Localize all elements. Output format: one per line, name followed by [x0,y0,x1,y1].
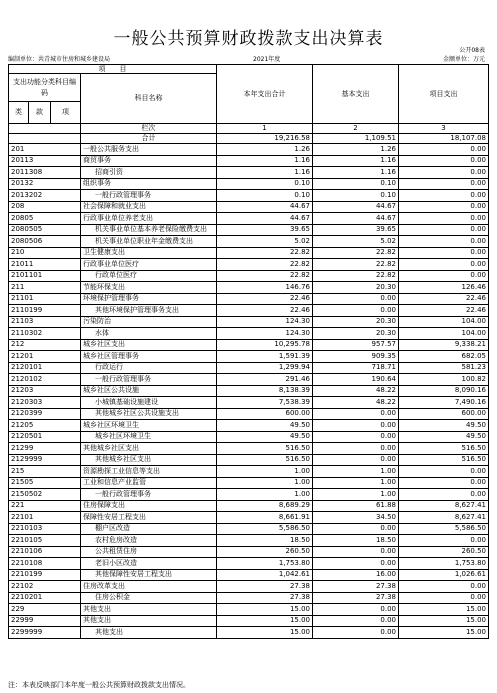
row-name: 住房改革支出 [81,581,217,593]
row-total: 8,661.91 [217,512,313,524]
row-project: 7,490.16 [399,397,489,409]
row-name: 其他城乡社区支出 [81,454,217,466]
row-name: 一般行政管理事务 [81,374,217,386]
row-code: 2120102 [9,374,81,386]
row-name: 农村危房改造 [81,535,217,547]
row-code: 21103 [9,316,81,328]
row-name: 其他支出 [81,604,217,616]
table-row [9,259,489,271]
table-row [9,178,489,190]
header-heji: 合计 [81,134,217,144]
row-name: 机关事业单位基本养老保险缴费支出 [81,224,217,236]
row-code: 21299 [9,443,81,455]
form-number: 公开08表 [459,47,485,54]
row-name: 招商引资 [81,167,217,179]
row-total: 1,753.80 [217,558,313,570]
row-total: 27.38 [217,581,313,593]
row-total: 5.02 [217,236,313,248]
row-code: 22102 [9,581,81,593]
row-project: 0.00 [399,167,489,179]
row-code: 21201 [9,351,81,363]
row-project: 581.23 [399,362,489,374]
table-row [9,339,489,351]
row-basic: 0.00 [313,627,399,639]
row-total: 516.50 [217,443,313,455]
row-basic: 39.65 [313,224,399,236]
row-code: 20132 [9,178,81,190]
table-row [9,316,489,328]
row-basic: 1.00 [313,489,399,501]
total-all: 19,216.58 [217,134,313,144]
row-total: 8,689.29 [217,500,313,512]
row-name: 行政事业单位医疗 [81,259,217,271]
money-unit-label: 金额单位：万元 [442,56,485,63]
row-name: 老旧小区改造 [81,558,217,570]
total-basic: 1,109.51 [313,134,399,144]
row-name: 其他支出 [81,615,217,627]
row-total: 124.30 [217,328,313,340]
row-project: 0.00 [399,581,489,593]
footnote: 注：本表反映部门本年度一般公共预算财政拨款支出情况。 [8,681,190,689]
row-name: 城乡社区支出 [81,339,217,351]
row-total: 22.82 [217,259,313,271]
row-project: 104.00 [399,328,489,340]
table-row [9,362,489,374]
table-row [9,328,489,340]
row-basic: 0.00 [313,293,399,305]
row-code: 2110302 [9,328,81,340]
row-code: 2120501 [9,431,81,443]
table-row [9,477,489,489]
row-name: 城乡社区环境卫生 [81,420,217,432]
row-code: 221 [9,500,81,512]
row-code: 2210106 [9,546,81,558]
row-code: 22101 [9,512,81,524]
row-total: 15.00 [217,604,313,616]
row-project: 8,627.41 [399,512,489,524]
row-total: 1.00 [217,466,313,478]
row-total: 22.82 [217,270,313,282]
row-name: 工业和信息产业监管 [81,477,217,489]
row-basic: 0.10 [313,178,399,190]
row-name: 公共租赁住房 [81,546,217,558]
row-basic: 22.82 [313,247,399,259]
table-row [9,420,489,432]
row-code: 2120101 [9,362,81,374]
row-code: 210 [9,247,81,259]
row-code: 2013202 [9,190,81,202]
table-row [9,454,489,466]
row-project: 49.50 [399,431,489,443]
row-project: 0.00 [399,247,489,259]
row-total: 0.10 [217,190,313,202]
row-code: 201 [9,144,81,156]
row-basic: 0.00 [313,558,399,570]
row-basic: 22.82 [313,259,399,271]
row-project: 0.00 [399,259,489,271]
row-code: 2299999 [9,627,81,639]
row-project: 104.00 [399,316,489,328]
row-basic: 20.30 [313,282,399,294]
row-project: 1,753.80 [399,558,489,570]
row-basic: 0.00 [313,408,399,420]
row-name: 其他保障性安居工程支出 [81,569,217,581]
row-name: 其他环境保护管理事务支出 [81,305,217,317]
row-project: 600.00 [399,408,489,420]
table-row [9,224,489,236]
row-project: 1,026.61 [399,569,489,581]
row-total: 1,299.94 [217,362,313,374]
table-row [9,512,489,524]
row-project: 516.50 [399,443,489,455]
row-project: 15.00 [399,615,489,627]
header-n3: 3 [399,124,489,134]
row-total: 44.67 [217,213,313,225]
row-total: 15.00 [217,615,313,627]
row-project: 22.46 [399,305,489,317]
row-name: 机关事业单位职业年金缴费支出 [81,236,217,248]
row-name: 一般公共服务支出 [81,144,217,156]
row-basic: 61.88 [313,500,399,512]
row-name: 组织事务 [81,178,217,190]
year-label: 2021年度 [253,56,281,63]
page-title: 一般公共预算财政拨款支出决算表 [113,29,384,49]
table-row [9,546,489,558]
table-row [9,374,489,386]
row-basic: 0.00 [313,305,399,317]
table-row [9,592,489,604]
table-row [9,535,489,547]
row-basic: 22.82 [313,270,399,282]
row-code: 229 [9,604,81,616]
table-row [9,558,489,570]
row-project: 126.46 [399,282,489,294]
row-basic: 0.00 [313,454,399,466]
row-basic: 44.67 [313,213,399,225]
row-name: 住房公积金 [81,592,217,604]
row-name: 城乡社区管理事务 [81,351,217,363]
unit-label: 编制单位：共青城市住房和城乡建设局 [8,56,111,63]
row-project: 100.82 [399,374,489,386]
table-row [9,190,489,202]
row-code: 2101101 [9,270,81,282]
row-project: 15.00 [399,604,489,616]
header-col-basic: 基本支出 [313,65,399,124]
row-project: 0.00 [399,213,489,225]
row-basic: 5.02 [313,236,399,248]
row-name: 住房保障支出 [81,500,217,512]
row-total: 260.50 [217,546,313,558]
row-project: 5,586.50 [399,523,489,535]
table-row [9,385,489,397]
row-total: 10,295.78 [217,339,313,351]
row-name: 城乡社区环境卫生 [81,431,217,443]
row-project: 0.00 [399,592,489,604]
row-code: 2120303 [9,397,81,409]
table-row [9,236,489,248]
row-code: 208 [9,201,81,213]
row-total: 27.38 [217,592,313,604]
row-basic: 1.16 [313,155,399,167]
row-total: 0.10 [217,178,313,190]
row-total: 22.46 [217,293,313,305]
row-project: 49.50 [399,420,489,432]
row-name: 保障性安居工程支出 [81,512,217,524]
row-total: 1.26 [217,144,313,156]
row-project: 0.00 [399,155,489,167]
row-basic: 18.50 [313,535,399,547]
row-total: 39.65 [217,224,313,236]
row-total: 1.16 [217,155,313,167]
row-project: 0.00 [399,466,489,478]
row-basic: 27.38 [313,581,399,593]
row-project: 0.00 [399,489,489,501]
table-row [9,155,489,167]
row-basic: 0.00 [313,523,399,535]
row-project: 22.46 [399,293,489,305]
table-row [9,270,489,282]
row-name: 其他城乡社区支出 [81,443,217,455]
row-project: 0.00 [399,270,489,282]
row-total: 22.46 [217,305,313,317]
row-basic: 1.16 [313,167,399,179]
row-project: 8,090.16 [399,385,489,397]
row-total: 516.50 [217,454,313,466]
row-project: 0.00 [399,190,489,202]
row-basic: 48.22 [313,385,399,397]
row-project: 0.00 [399,477,489,489]
meta-line [8,54,485,63]
row-project: 516.50 [399,454,489,466]
table-row [9,627,489,639]
row-name: 商贸事务 [81,155,217,167]
row-basic: 1.00 [313,477,399,489]
row-code: 2210199 [9,569,81,581]
row-total: 291.46 [217,374,313,386]
row-total: 146.76 [217,282,313,294]
row-basic: 16.00 [313,569,399,581]
row-name: 环境保护管理事务 [81,293,217,305]
header-n2: 2 [313,124,399,134]
row-code: 211 [9,282,81,294]
table-row [9,604,489,616]
row-code: 20805 [9,213,81,225]
table-row [9,293,489,305]
row-basic: 1.00 [313,466,399,478]
row-project: 0.00 [399,224,489,236]
table-row [9,431,489,443]
total-project: 18,107.08 [399,134,489,144]
row-name: 行政单位医疗 [81,270,217,282]
row-basic: 34.50 [313,512,399,524]
row-project: 0.00 [399,201,489,213]
table-row [9,500,489,512]
row-code: 21101 [9,293,81,305]
row-project: 0.00 [399,535,489,547]
row-total: 18.50 [217,535,313,547]
row-name: 节能环保支出 [81,282,217,294]
row-basic: 20.30 [313,328,399,340]
row-code: 21505 [9,477,81,489]
row-name: 小城镇基础设施建设 [81,397,217,409]
header-xiang: 项 [51,102,81,124]
row-total: 1,591.39 [217,351,313,363]
table-row [9,466,489,478]
row-code: 20113 [9,155,81,167]
header-subject-name: 科目名称 [81,74,217,124]
row-basic: 44.67 [313,201,399,213]
table-row [9,581,489,593]
table-row [9,282,489,294]
row-name: 行政事业单位养老支出 [81,213,217,225]
row-project: 15.00 [399,627,489,639]
row-code: 2129999 [9,454,81,466]
table-row [9,523,489,535]
row-basic: 0.10 [313,190,399,202]
row-code: 212 [9,339,81,351]
row-total: 22.82 [217,247,313,259]
row-code: 2011308 [9,167,81,179]
row-total: 1.00 [217,489,313,501]
row-name: 行政运行 [81,362,217,374]
row-total: 8,138.39 [217,385,313,397]
row-total: 7,538.39 [217,397,313,409]
row-total: 124.30 [217,316,313,328]
header-col-total: 本年支出合计 [217,65,313,124]
row-code: 22999 [9,615,81,627]
row-code: 2080505 [9,224,81,236]
row-name: 其他城乡社区公共设施支出 [81,408,217,420]
row-code: 2210105 [9,535,81,547]
table-row [9,305,489,317]
table-row [9,408,489,420]
row-code: 2210103 [9,523,81,535]
table-row [9,569,489,581]
row-total: 600.00 [217,408,313,420]
row-project: 9,338.21 [399,339,489,351]
row-total: 1,042.61 [217,569,313,581]
row-project: 0.00 [399,144,489,156]
row-total: 15.00 [217,627,313,639]
table-row [9,351,489,363]
row-total: 1.16 [217,167,313,179]
row-code: 2150502 [9,489,81,501]
row-project: 8,627.41 [399,500,489,512]
row-basic: 0.00 [313,546,399,558]
table-row [9,213,489,225]
row-project: 0.00 [399,178,489,190]
header-project: 项 目 [9,65,217,74]
row-name: 一般行政管理事务 [81,489,217,501]
row-basic: 0.00 [313,604,399,616]
row-project: 260.50 [399,546,489,558]
table-row [9,201,489,213]
row-project: 0.00 [399,236,489,248]
row-basic: 1.26 [313,144,399,156]
header-code-group: 支出功能分类科目编码 [9,74,81,102]
expenditure-table [8,64,489,639]
row-basic: 0.00 [313,420,399,432]
row-name: 棚户区改造 [81,523,217,535]
row-basic: 48.22 [313,397,399,409]
table-row [9,443,489,455]
row-name: 一般行政管理事务 [81,190,217,202]
row-code: 21205 [9,420,81,432]
table-row [9,144,489,156]
row-basic: 909.35 [313,351,399,363]
row-basic: 0.00 [313,443,399,455]
row-code: 2120399 [9,408,81,420]
header-n1: 1 [217,124,313,134]
row-name: 卫生健康支出 [81,247,217,259]
row-total: 49.50 [217,431,313,443]
row-code: 2110199 [9,305,81,317]
row-basic: 0.00 [313,615,399,627]
table-row [9,167,489,179]
row-name: 其他支出 [81,627,217,639]
row-name: 城乡社区公共设施 [81,385,217,397]
row-code: 2080506 [9,236,81,248]
row-total: 44.67 [217,201,313,213]
row-name: 资源勘探工业信息等支出 [81,466,217,478]
row-name: 社会保障和就业支出 [81,201,217,213]
table-row [9,247,489,259]
header-col-project: 项目支出 [399,65,489,124]
row-total: 1.00 [217,477,313,489]
row-total: 5,586.50 [217,523,313,535]
row-basic: 20.30 [313,316,399,328]
table-row [9,489,489,501]
row-code: 21011 [9,259,81,271]
row-code: 215 [9,466,81,478]
header-lei: 类 [9,102,29,124]
row-code: 2210201 [9,592,81,604]
row-basic: 718.71 [313,362,399,374]
table-row [9,397,489,409]
header-lanci: 栏次 [81,124,217,134]
row-code: 2210108 [9,558,81,570]
table-row [9,615,489,627]
row-basic: 957.57 [313,339,399,351]
row-name: 污染防治 [81,316,217,328]
row-basic: 190.64 [313,374,399,386]
row-basic: 27.38 [313,592,399,604]
row-code: 21203 [9,385,81,397]
row-project: 682.05 [399,351,489,363]
row-total: 49.50 [217,420,313,432]
header-kuan: 款 [29,102,51,124]
row-name: 水体 [81,328,217,340]
row-basic: 0.00 [313,431,399,443]
